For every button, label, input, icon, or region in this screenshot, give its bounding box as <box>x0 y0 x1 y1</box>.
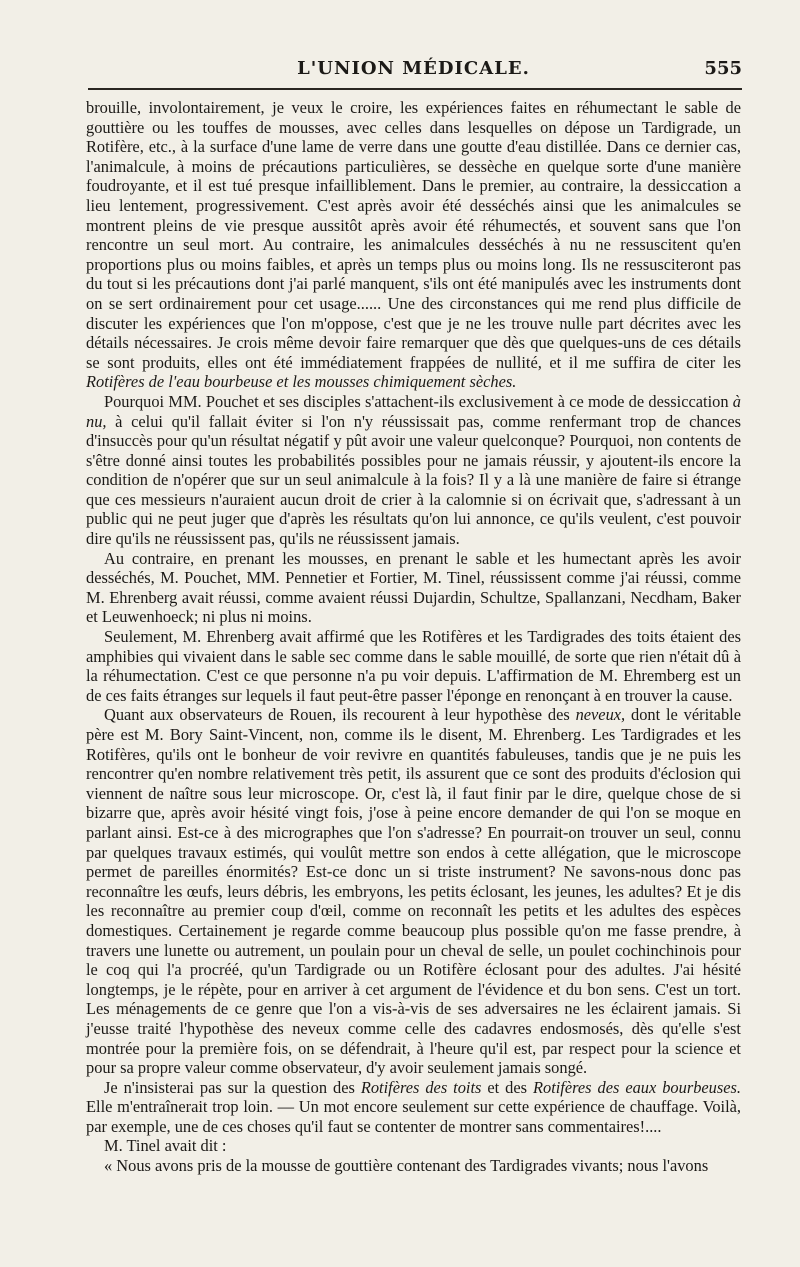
paragraph <box>86 1136 741 1156</box>
paragraph <box>86 1078 741 1137</box>
text-run: Elle m'entraînerait trop loin. — Un mot encore seulement sur cette expérience de chauffage. Voilà, par exemple, une de ces choses qu'il faut se contenter de montrer sans commentaires!.... <box>86 1097 741 1136</box>
paragraph <box>86 627 741 705</box>
text-run: M. Tinel avait dit : <box>104 1136 227 1156</box>
journal-title: L'UNION MÉDICALE. <box>297 58 530 79</box>
italic-text-run: Rotifères des eaux bourbeuses. <box>532 1077 741 1097</box>
text-run: Quant aux observateurs de Rouen, ils recourent à leur hypothèse des <box>104 705 576 725</box>
article-body <box>86 98 741 1176</box>
paragraph <box>86 98 741 392</box>
text-run: Au contraire, en prenant les mousses, en prenant le sable et les humectant après les avoir desséchés, M. Pouchet, MM. Pennetier et Fortier, M. Tinel, réussissent comme j'ai réussi, comme M. Ehrenberg avait réussi, comme avaient réussi Dujardin, Schultze, Spallanzani, Necdham, Baker et Leuwenhoeck; ni plus ni moins. <box>86 548 741 627</box>
header-rule <box>88 88 742 90</box>
italic-text-run: neveux, <box>575 705 626 725</box>
text-run: à celui qu'il fallait éviter si l'on n'y réussissait pas, comme renfermant trop de chances d'insuccès pour qu'un résultat négatif y pût avoir une valeur quelconque? Pourquoi, non contents de s'être donné ainsi toutes les probabilités possibles pour ne jamais réussir, y ajoutent-ils encore la condition de n'opérer que sur un seul animalcule à la fois? Il y a là une manière de faire si étrange que ces messieurs n'auraient aucun droit de crier à la calomnie si on écrivait que, s'adressant à un public qui ne peut juger que d'après les résultats qu'on lui annonce, ce qu'ils veulent, c'est pouvoir dire qu'ils ne réussissent pas, qu'ils ne réussissent jamais. <box>86 411 741 549</box>
text-run: dont le véritable père est M. Bory Saint-Vincent, non, comme ils le disent, M. Ehrenberg. Les Tardigrades et les Rotifères, qu'ils ont le bonheur de voir revivre en quantités fabuleuses, tandis que je ne puis les rencontrer qu'en nombre relativement très petit, ils assurent que ce sont des produits d'éclosion qui viennent de naître sous leur microscope. Or, c'est là, il faut finir par le dire, quelque chose de si bizarre que, après avoir hésité vingt fois, j'ose à peine encore demander de qui l'on se moque en parlant ainsi. Est-ce à des micrographes que l'on s'adresse? En pourrait-on trouver un seul, connu par quelques travaux estimés, qui voulût mettre son endos à cette allégation, que le microscope permet de pareilles énormités? Est-ce donc un si triste instrument? Ne savons-nous donc pas reconnaître les œufs, leurs débris, les embryons, les petits éclosant, les jeunes, les adultes? Et je dis les reconnaître au premier coup d'œil, comme on reconnaît les petits et les adultes des espèces domestiques. Certainement je regarde comme beaucoup plus possible qu'on me fasse prendre, à travers une lunette ou autrement, un poulain pour un cheval de selle, un poulet cochinchinois pour le coq qui l'a procréé, qu'un Tardigrade ou un Rotifère éclosant pour des adultes. J'ai hésité longtemps, je le répète, pour en arriver à cet argument de l'évidence et du bon sens. C'est un tort. Les ménagements de ce genre que l'on a vis-à-vis de ses adversaires ne les éclairent jamais. Si j'eusse traité l'hypothèse des neveux comme celle des cadavres endosmosés, dès qu'elle s'est montrée pour la première fois, on se défendrait, à l'heure qu'il est, par respect pour la science et pour sa propre valeur comme observateur, d'y avoir seulement jamais songé. <box>86 705 741 1078</box>
text-run: Seulement, M. Ehrenberg avait affirmé que les Rotifères et les Tardigrades des toits étaient des amphibies qui vivaient dans le sable sec comme dans le sable mouillé, de sorte que rien n'était dû à la réhumectation. C'est ce que personne n'a pu voir depuis. L'affirmation de M. Ehremberg est un de ces faits étranges sur lequels il faut peut-être passer l'éponge en renonçant à en trouver la cause. <box>86 627 741 705</box>
text-run: Je n'insisterai pas sur la question des <box>104 1077 361 1097</box>
italic-text-run: à nu, <box>86 391 741 431</box>
text-run: Pourquoi MM. Pouchet et ses disciples s'attachent-ils exclusivement à ce mode de dessiccation <box>104 391 733 411</box>
italic-text-run: Rotifères de l'eau bourbeuse et les mousses chimiquement sèches. <box>86 372 517 392</box>
paragraph <box>86 392 741 549</box>
running-header <box>85 58 742 84</box>
text-run: et des <box>481 1077 533 1097</box>
text-run: « Nous avons pris de la mousse de gouttière contenant des Tardigrades vivants; nous l'avons <box>104 1156 709 1176</box>
page-number: 555 <box>704 58 742 79</box>
paragraph <box>86 1156 741 1176</box>
paragraph <box>86 705 741 1077</box>
italic-text-run: Rotifères des toits <box>360 1077 482 1097</box>
paragraph <box>86 549 741 627</box>
text-run: brouille, involontairement, je veux le croire, les expériences faites en réhumectant le sable de gouttière ou les touffes de mousses, avec celles dans lesquelles on dépose un Tardigrade, un Rotifère, etc., à la surface d'une lame de verre dans une goutte d'eau distillée. Dans ce dernier cas, l'animalcule, à moins de précautions particulières, se dessèche en quelque sorte d'une manière foudroyante, et il est tué presque infailliblement. Dans le premier, au contraire, la dessiccation a lieu lentement, progressivement. C'est après avoir été desséchés ainsi que les animalcules se montrent pleins de vie presque aussitôt après avoir été réhumectés, et souvent sans que l'on rencontre un seul mort. Au contraire, les animalcules desséchés à nu ne ressuscitent qu'en proportions plus ou moins faibles, et après un temps plus ou moins long. Ils ne ressusciteront pas du tout si les précautions dont j'ai parlé manquent, s'ils ont été manipulés avec les instruments dont on se sert ordinairement pour cet usage...... Une des circonstances qui me rend plus difficile de discuter les expériences que l'on m'oppose, c'est que je ne les trouve nulle part décrites avec les détails nécessaires. Je crois même devoir faire remarquer que dès que quelques-uns de ces détails se sont produits, elles ont été immédiatement frappées de nullité, et il me suffira de citer les <box>86 98 741 372</box>
